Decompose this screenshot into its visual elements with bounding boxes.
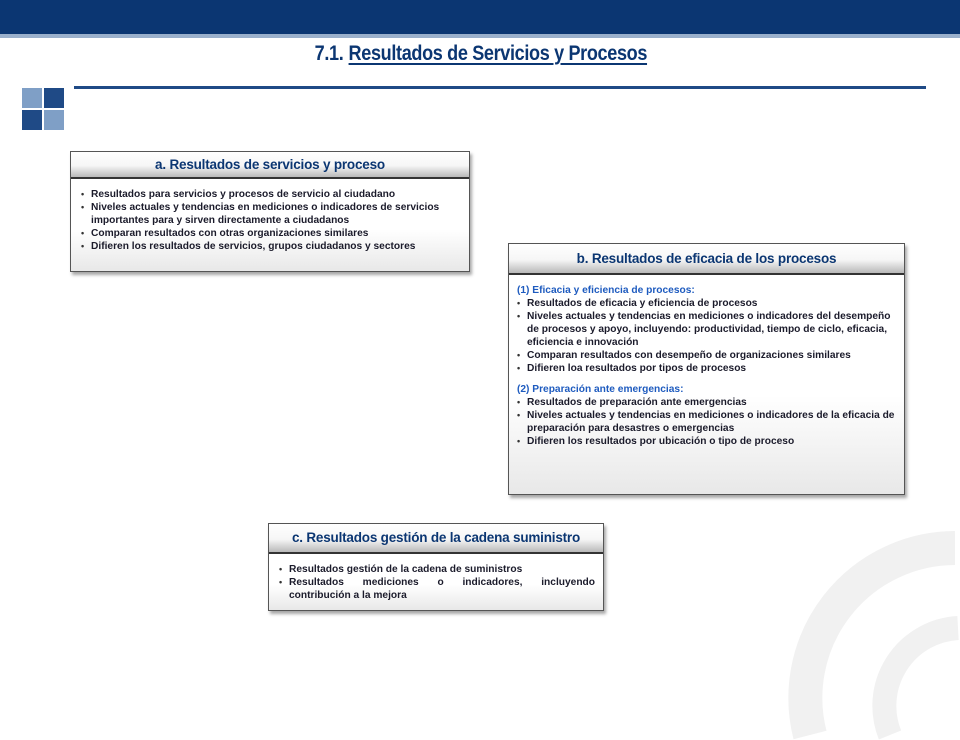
squares-logo-icon: [22, 88, 66, 132]
box-cadena-suministro-list: [279, 563, 595, 602]
square-tile-icon: [22, 88, 42, 108]
square-tile-icon: [22, 110, 42, 130]
box-servicios-title: a. Resultados de servicios y proceso: [71, 152, 469, 179]
list-item: • Niveles actuales y tendencias en mediciones o indicadores del desempeño de procesos y apoyo, incluyendo: productividad, tiempo de ciclo, eficacia, eficiencia e innovación: [517, 310, 898, 349]
list-item: • Resultados gestión de la cadena de suministros: [279, 563, 595, 576]
box-eficacia-title: b. Resultados de eficacia de los procesos: [509, 244, 904, 275]
box-cadena-suministro-body: [269, 554, 603, 610]
title-number: 7.1.: [314, 42, 344, 65]
list-item: • Resultados mediciones o indicadores, incluyendo contribución a la mejora: [279, 576, 595, 602]
list-item: • Niveles actuales y tendencias en mediciones o indicadores de la eficacia de preparación para desastres o emergencias: [517, 409, 898, 435]
page-title: [68, 42, 894, 66]
list-item: • Difieren los resultados de servicios, grupos ciudadanos y sectores: [81, 240, 461, 253]
box-servicios: [70, 151, 470, 272]
box-cadena-suministro-title: c. Resultados gestión de la cadena suministro: [269, 524, 603, 554]
square-tile-icon: [44, 88, 64, 108]
section-heading: (2) Preparación ante emergencias:: [517, 384, 684, 395]
section-heading: (1) Eficacia y eficiencia de procesos:: [517, 285, 695, 296]
list-item: • Resultados de preparación ante emergencias: [517, 396, 898, 409]
top-header-bar: [0, 0, 960, 34]
box-servicios-list: [81, 188, 461, 253]
box-eficacia-list-2: [517, 396, 898, 448]
box-servicios-body: [71, 179, 469, 271]
box-eficacia-list-1: [517, 297, 898, 375]
top-header-accent-line: [0, 34, 960, 38]
list-item: • Difieren loa resultados por tipos de procesos: [517, 362, 898, 375]
list-item: • Niveles actuales y tendencias en mediciones o indicadores de servicios importantes para y sirven directamente a ciudadanos: [81, 201, 461, 227]
box-cadena-suministro: [268, 523, 604, 611]
list-item: • Comparan resultados con otras organizaciones similares: [81, 227, 461, 240]
list-item: • Difieren los resultados por ubicación o tipo de proceso: [517, 435, 898, 448]
title-text: Resultados de Servicios y Procesos: [348, 42, 648, 65]
box-eficacia: [508, 243, 905, 495]
list-item: • Comparan resultados con desempeño de organizaciones similares: [517, 349, 898, 362]
box-eficacia-body: [509, 275, 904, 494]
list-item: • Resultados para servicios y procesos de servicio al ciudadano: [81, 188, 461, 201]
title-divider: [74, 86, 926, 89]
list-item: • Resultados de eficacia y eficiencia de procesos: [517, 297, 898, 310]
square-tile-icon: [44, 110, 64, 130]
watermark-arcs-icon: [740, 520, 960, 740]
